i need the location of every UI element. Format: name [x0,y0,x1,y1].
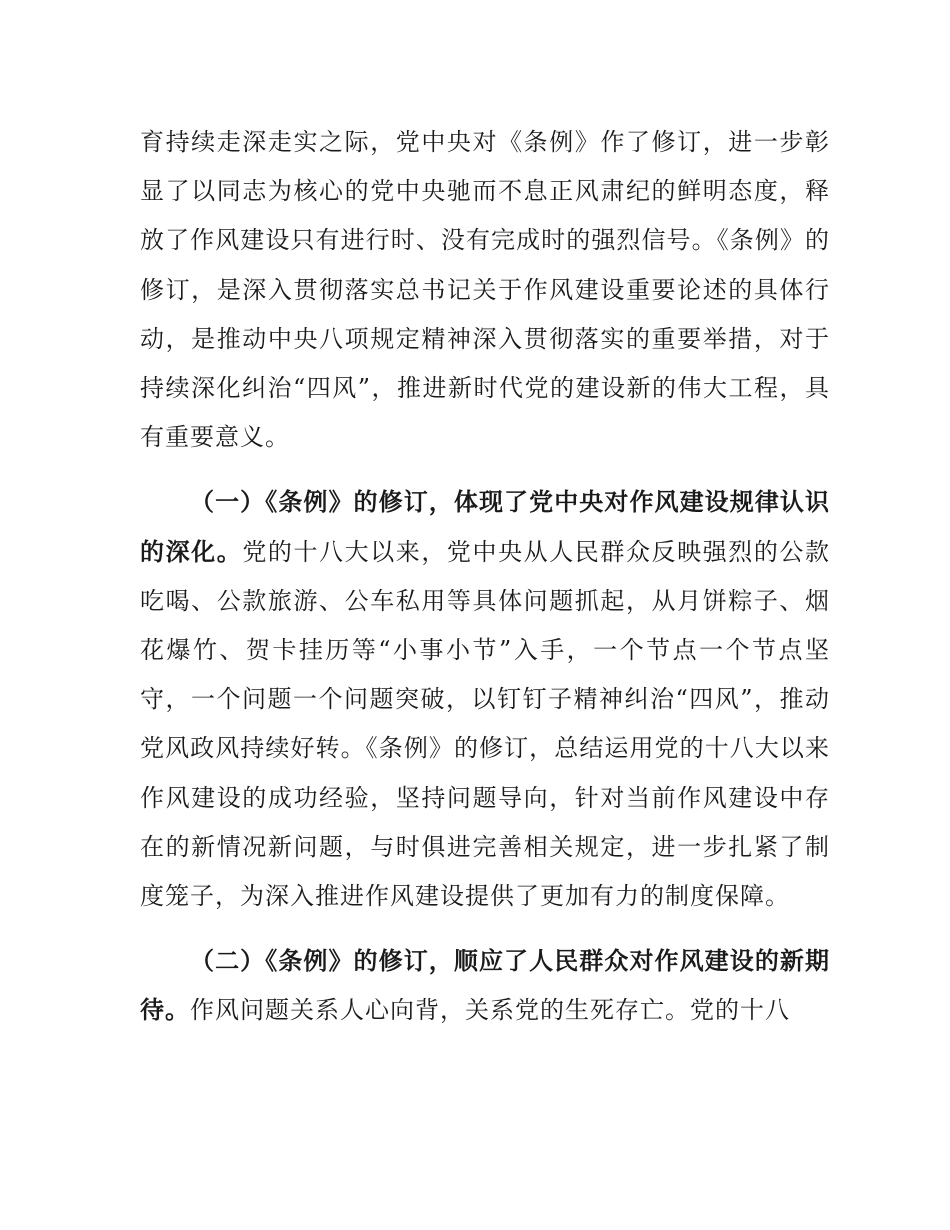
paragraph-body: 党的十八大以来，党中央从人民群众反映强烈的公款吃喝、公款旅游、公车私用等具体问题抓起，从月饼粽子、烟花爆竹、贺卡挂历等“小事小节”入手，一个节点一个节点坚守，一个问题一个问题突破，以钉钉子精神纠治“四风”，推动党风政风持续好转。《条例》的修订，总结运用党的十八大以来作风建设的成功经验，坚持问题导向，针对当前作风建设中存在的新情况新问题，与时俱进完善相关规定，进一步扎紧了制度笼子，为深入推进作风建设提供了更加有力的制度保障。 [140,537,831,911]
paragraph-body: 育持续走深走实之际，党中央对《条例》作了修订，进一步彰显了以同志为核心的党中央驰而不息正风肃纪的鲜明态度，释放了作风建设只有进行时、没有完成时的强烈信号。《条例》的修订，是深入贯彻落实总书记关于作风建设重要论述的具体行动，是推动中央八项规定精神深入贯彻落实的重要举措，对于持续深化纠治“四风”，推进新时代党的建设新的伟大工程，具有重要意义。 [140,128,830,452]
document-page [140,118,830,1036]
section-2-heading: （二）《条例》的修订，顺应了人民群众对作风建设的新期待。 [140,947,830,1025]
paragraph-continuation [140,118,830,462]
paragraph-section-2 [140,937,830,1035]
section-1-heading: （一）《条例》的修订，体现了党中央对作风建设规律认识的深化。 [140,488,830,566]
paragraph-body: 作风问题关系人心向背，关系党的生死存亡。党的十八 [190,996,790,1025]
paragraph-section-1 [140,478,830,921]
